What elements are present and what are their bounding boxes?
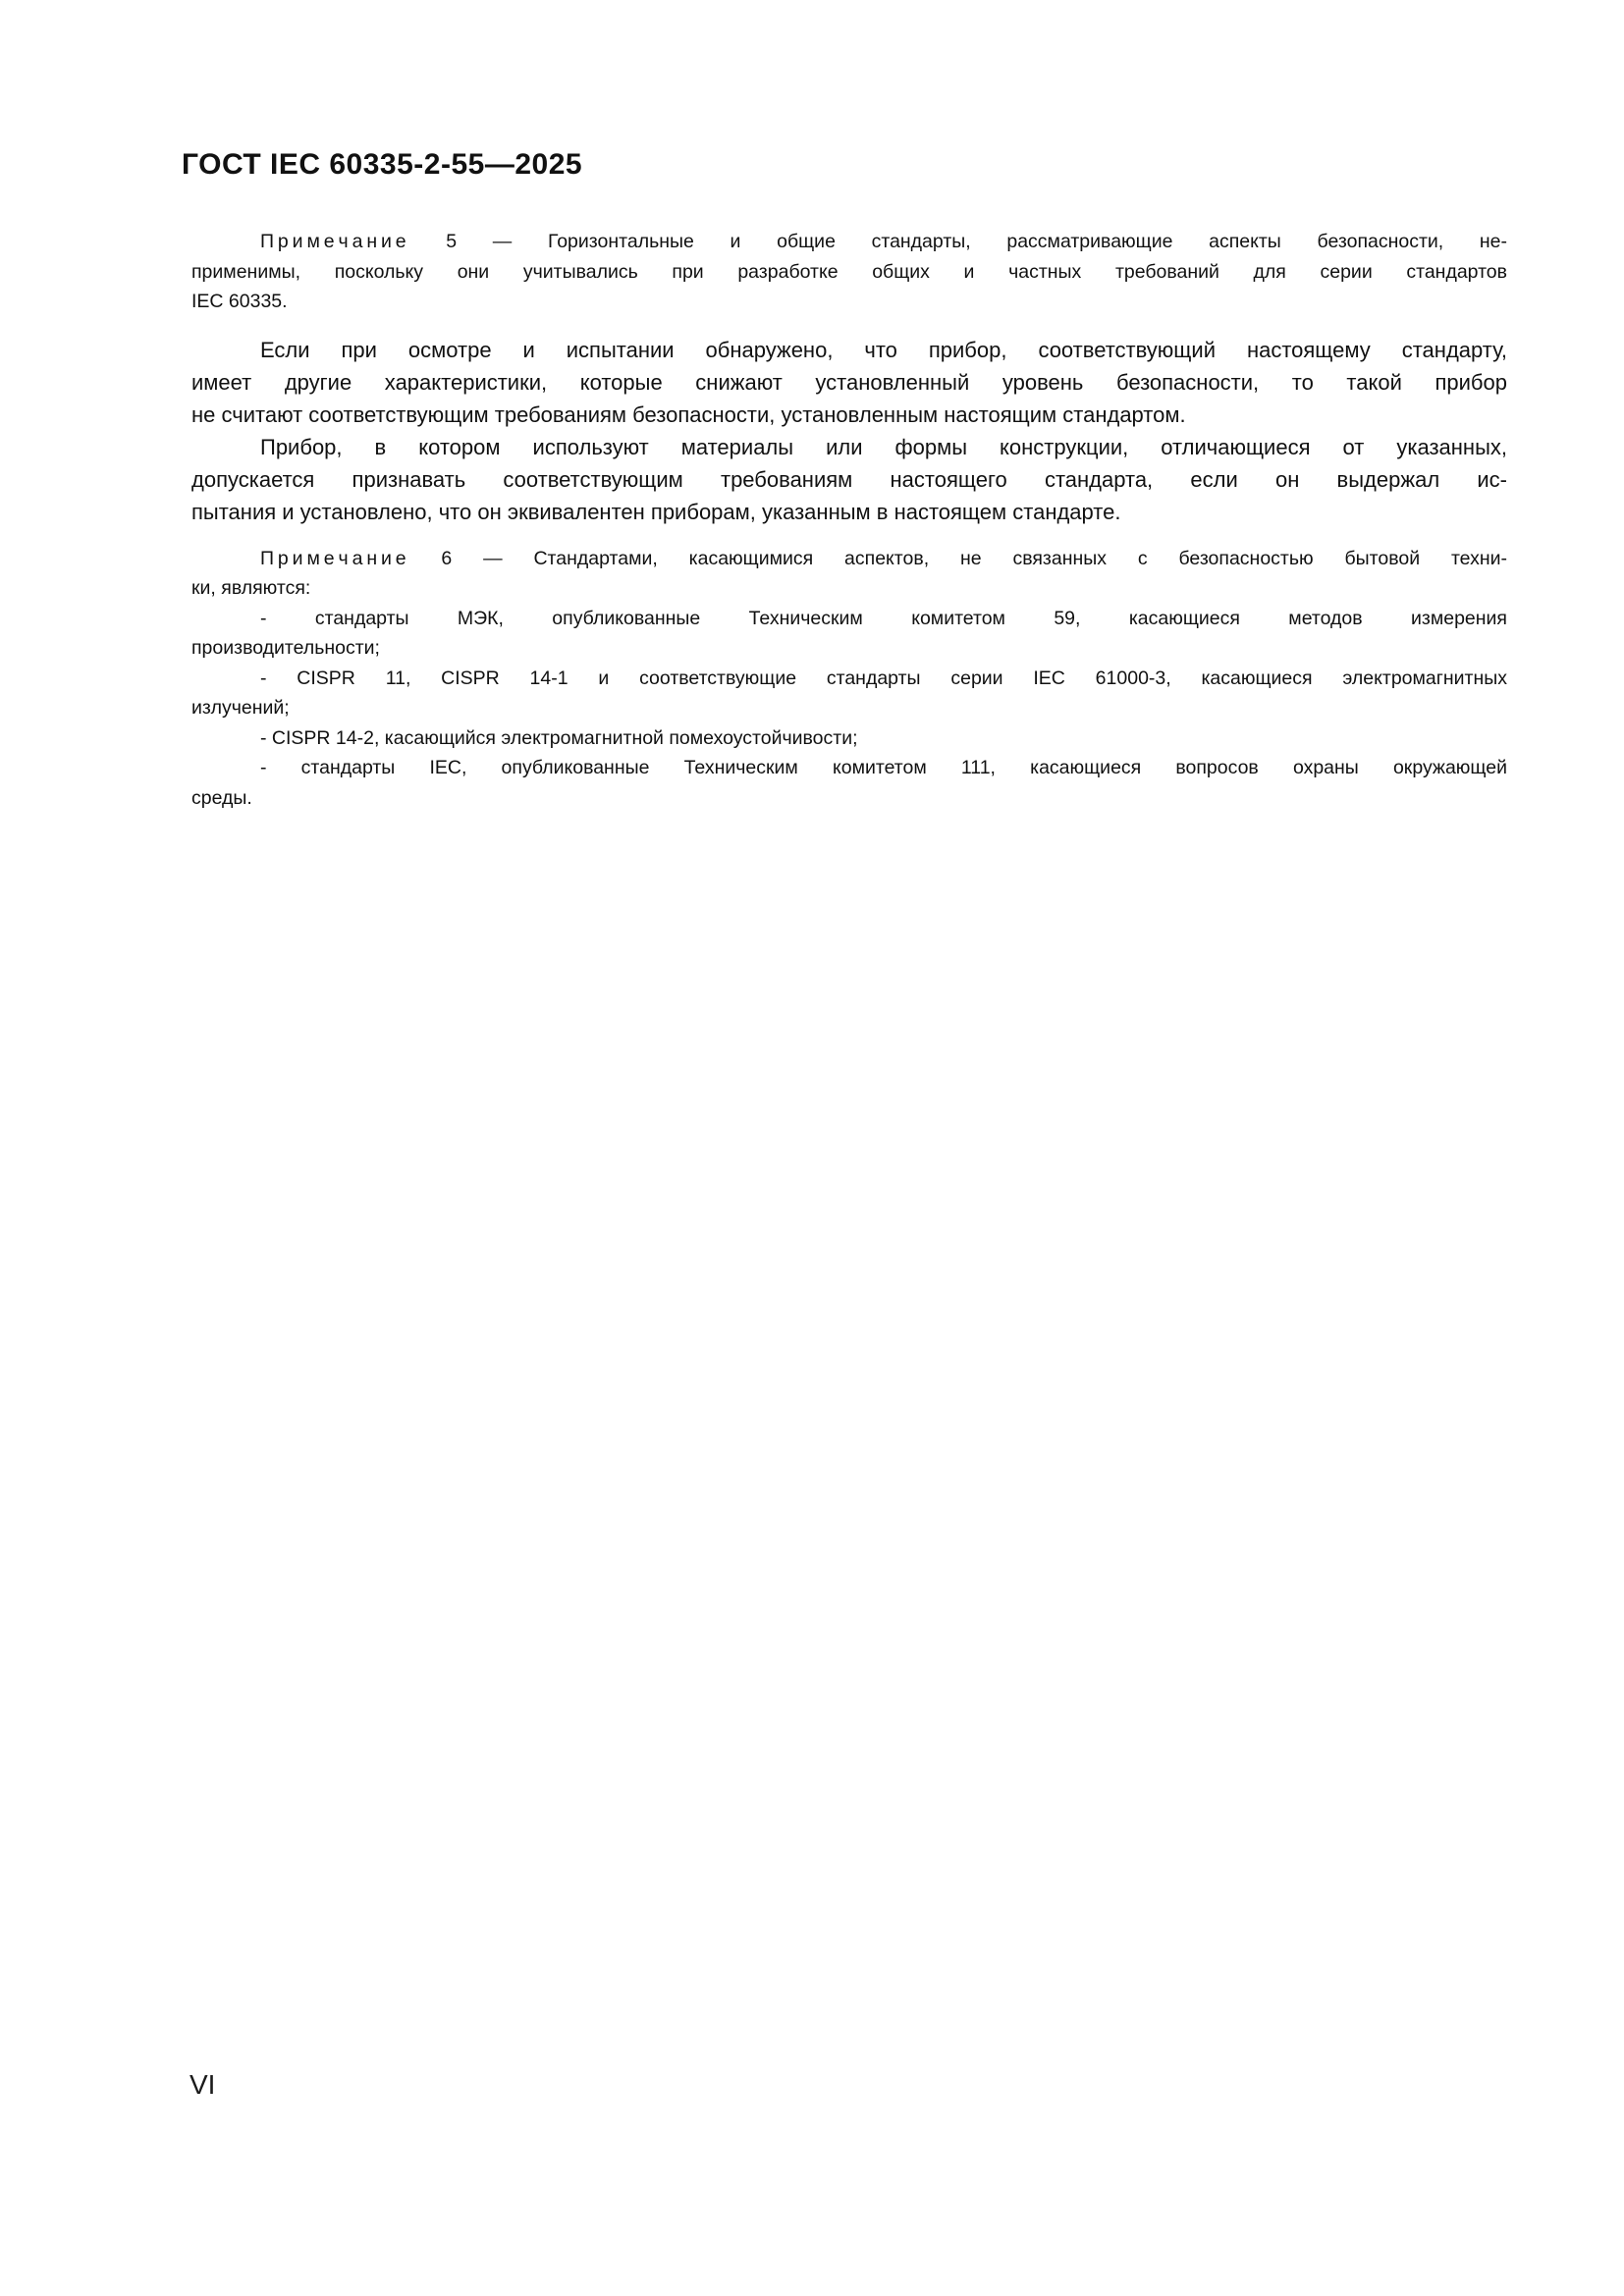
note-6-intro [191,544,1507,604]
text-line: - стандарты МЭК, опубликованные Техническим комитетом 59, касающиеся методов измерения [260,607,1507,629]
note-6-list-item-3 [191,723,1507,754]
text-line: П р и м е ч а н и е 6 — Стандартами, касающимися аспектов, не связанных с безопасностью бытовой техни- [260,547,1507,569]
text-line: IEC 60335. [191,291,288,312]
text-line: Прибор, в котором используют материалы или формы конструкции, отличающиеся от указанных, [260,434,1507,459]
text-line: не считают соответствующим требованиям безопасности, установленным настоящим стандартом. [191,401,1186,427]
body-para-1 [191,334,1507,431]
text-line: Если при осмотре и испытании обнаружено, что прибор, соответствующий настоящему стандарту, [260,337,1507,362]
text-line: - стандарты IEC, опубликованные Техническим комитетом 111, касающиеся вопросов охраны окружающей [260,757,1507,778]
text-line: среды. [191,786,252,809]
text-line: допускается признавать соответствующим требованиям настоящего стандарта, если он выдержал ис- [191,466,1507,492]
document-body [191,227,1507,813]
note-6-list-item-4 [191,753,1507,813]
text-line: применимы, поскольку они учитывались при разработке общих и частных требований для серии стандартов [191,260,1507,283]
body-para-2 [191,431,1507,528]
text-line: - CISPR 14-2, касающийся электромагнитной помехоустойчивости; [260,726,858,749]
note-5 [191,227,1507,317]
page-number: VI [189,2069,216,2100]
text-line: ки, являются: [191,577,311,599]
note-6-list-item-1 [191,604,1507,664]
text-line: имеет другие характеристики, которые снижают установленный уровень безопасности, то такой прибор [191,369,1507,395]
page-title: ГОСТ IEC 60335-2-55—2025 [182,148,583,181]
note-6-list-item-2 [191,664,1507,723]
text-line: - CISPR 11, CISPR 14-1 и соответствующие стандарты серии IEC 61000-3, касающиеся электромагнитных [260,667,1507,689]
text-line: П р и м е ч а н и е 5 — Горизонтальные и общие стандарты, рассматривающие аспекты безопасности, не- [260,231,1507,252]
text-line: пытания и установлено, что он эквивалентен приборам, указанным в настоящем стандарте. [191,499,1121,524]
text-line: излучений; [191,697,290,719]
text-line: производительности; [191,637,380,659]
